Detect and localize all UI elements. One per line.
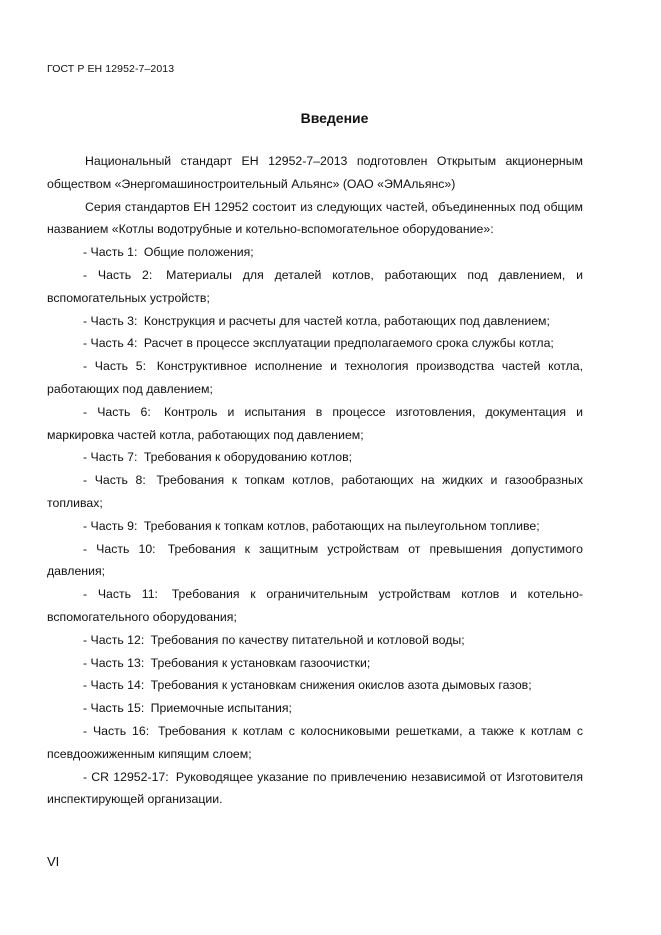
part-label: - Часть 3: bbox=[83, 313, 138, 328]
part-label: - Часть 8: bbox=[83, 473, 146, 488]
part-label: - Часть 11: bbox=[83, 587, 158, 602]
document-body bbox=[47, 150, 583, 811]
part-label: - Часть 1: bbox=[83, 245, 138, 260]
section-title bbox=[0, 110, 661, 126]
part-label: - Часть 13: bbox=[83, 655, 145, 670]
part-label: - Часть 7: bbox=[83, 450, 138, 465]
part-list-item bbox=[47, 515, 583, 538]
document-code-header: ГОСТ Р ЕН 12952-7–2013 bbox=[47, 63, 175, 75]
parts-list bbox=[47, 241, 583, 811]
part-text: Конструктивное исполнение и технология производства частей котла, работающих под давлением; bbox=[47, 359, 583, 396]
part-list-item bbox=[47, 355, 583, 401]
part-label: - Часть 5: bbox=[83, 359, 146, 374]
part-text: Требования к котлам с колосниковыми решетками, а также к котлам с псевдоожиженным кипящим слоем; bbox=[47, 723, 583, 761]
part-list-item bbox=[47, 629, 583, 652]
part-text: Руководящее указание по привлечению независимой от Изготовителя инспектирующей организации. bbox=[47, 769, 584, 807]
part-text: Требования к ограничительным устройствам котлов и котельно-вспомогательного оборудования; bbox=[47, 587, 583, 624]
part-text: Расчет в процессе эксплуатации предполагаемого срока службы котла; bbox=[143, 336, 554, 351]
part-list-item bbox=[47, 241, 583, 264]
part-list-item bbox=[47, 652, 583, 675]
part-text: Требования по качеству питательной и котловой воды; bbox=[150, 632, 465, 647]
part-list-item bbox=[47, 469, 583, 515]
part-label: - Часть 10: bbox=[83, 541, 156, 556]
part-list-item bbox=[47, 401, 583, 447]
part-list-item bbox=[47, 697, 583, 720]
part-list-item bbox=[47, 720, 583, 766]
part-list-item bbox=[47, 674, 583, 697]
part-label: - Часть 6: bbox=[83, 404, 151, 419]
series-paragraph: Серия стандартов ЕН 12952 состоит из следующих частей, объединенных под общим названием «Котлы водотрубные и котельно-вспомогательное оборудование»: bbox=[47, 199, 583, 237]
part-text: Общие положения; bbox=[143, 245, 254, 260]
part-text: Контроль и испытания в процессе изготовления, документация и маркировка частей котла, работающих под давлением; bbox=[47, 404, 583, 442]
part-label: - Часть 9: bbox=[83, 518, 138, 533]
part-text: Приемочные испытания; bbox=[150, 701, 292, 716]
part-text: Требования к оборудованию котлов; bbox=[143, 450, 353, 465]
part-list-item bbox=[47, 446, 583, 469]
part-list-item bbox=[47, 264, 583, 310]
part-label: - Часть 15: bbox=[83, 701, 145, 716]
part-label: - Часть 2: bbox=[83, 267, 153, 282]
part-label: - CR 12952-17: bbox=[83, 769, 169, 784]
part-text: Требования к защитным устройствам от превышения допустимого давления; bbox=[47, 541, 583, 579]
part-text: Требования к топкам котлов, работающих на пылеугольном топливе; bbox=[143, 518, 540, 533]
part-list-item bbox=[47, 310, 583, 333]
part-label: - Часть 14: bbox=[83, 678, 145, 693]
part-label: - Часть 16: bbox=[83, 723, 150, 738]
page-number: VI bbox=[47, 854, 60, 869]
part-list-item bbox=[47, 766, 583, 812]
part-list-item bbox=[47, 583, 583, 629]
section-title-text: Введение bbox=[300, 110, 369, 126]
part-text: Требования к установкам газоочистки; bbox=[150, 655, 371, 670]
part-label: - Часть 12: bbox=[83, 632, 145, 647]
part-label: - Часть 4: bbox=[83, 336, 138, 351]
part-text: Требования к установкам снижения окислов азота дымовых газов; bbox=[150, 678, 532, 693]
part-list-item bbox=[47, 332, 583, 355]
intro-paragraph: Национальный стандарт ЕН 12952-7–2013 подготовлен Открытым акционерным обществом «Энергомашиностроительный Альянс» (ОАО «ЭМАльянс») bbox=[47, 154, 583, 191]
part-text: Требования к топкам котлов, работающих на жидких и газообразных топливах; bbox=[47, 473, 583, 510]
part-text: Конструкция и расчеты для частей котла, работающих под давлением; bbox=[143, 313, 550, 328]
part-list-item bbox=[47, 538, 583, 584]
part-text: Материалы для деталей котлов, работающих под давлением, и вспомогательных устройств; bbox=[47, 267, 584, 305]
